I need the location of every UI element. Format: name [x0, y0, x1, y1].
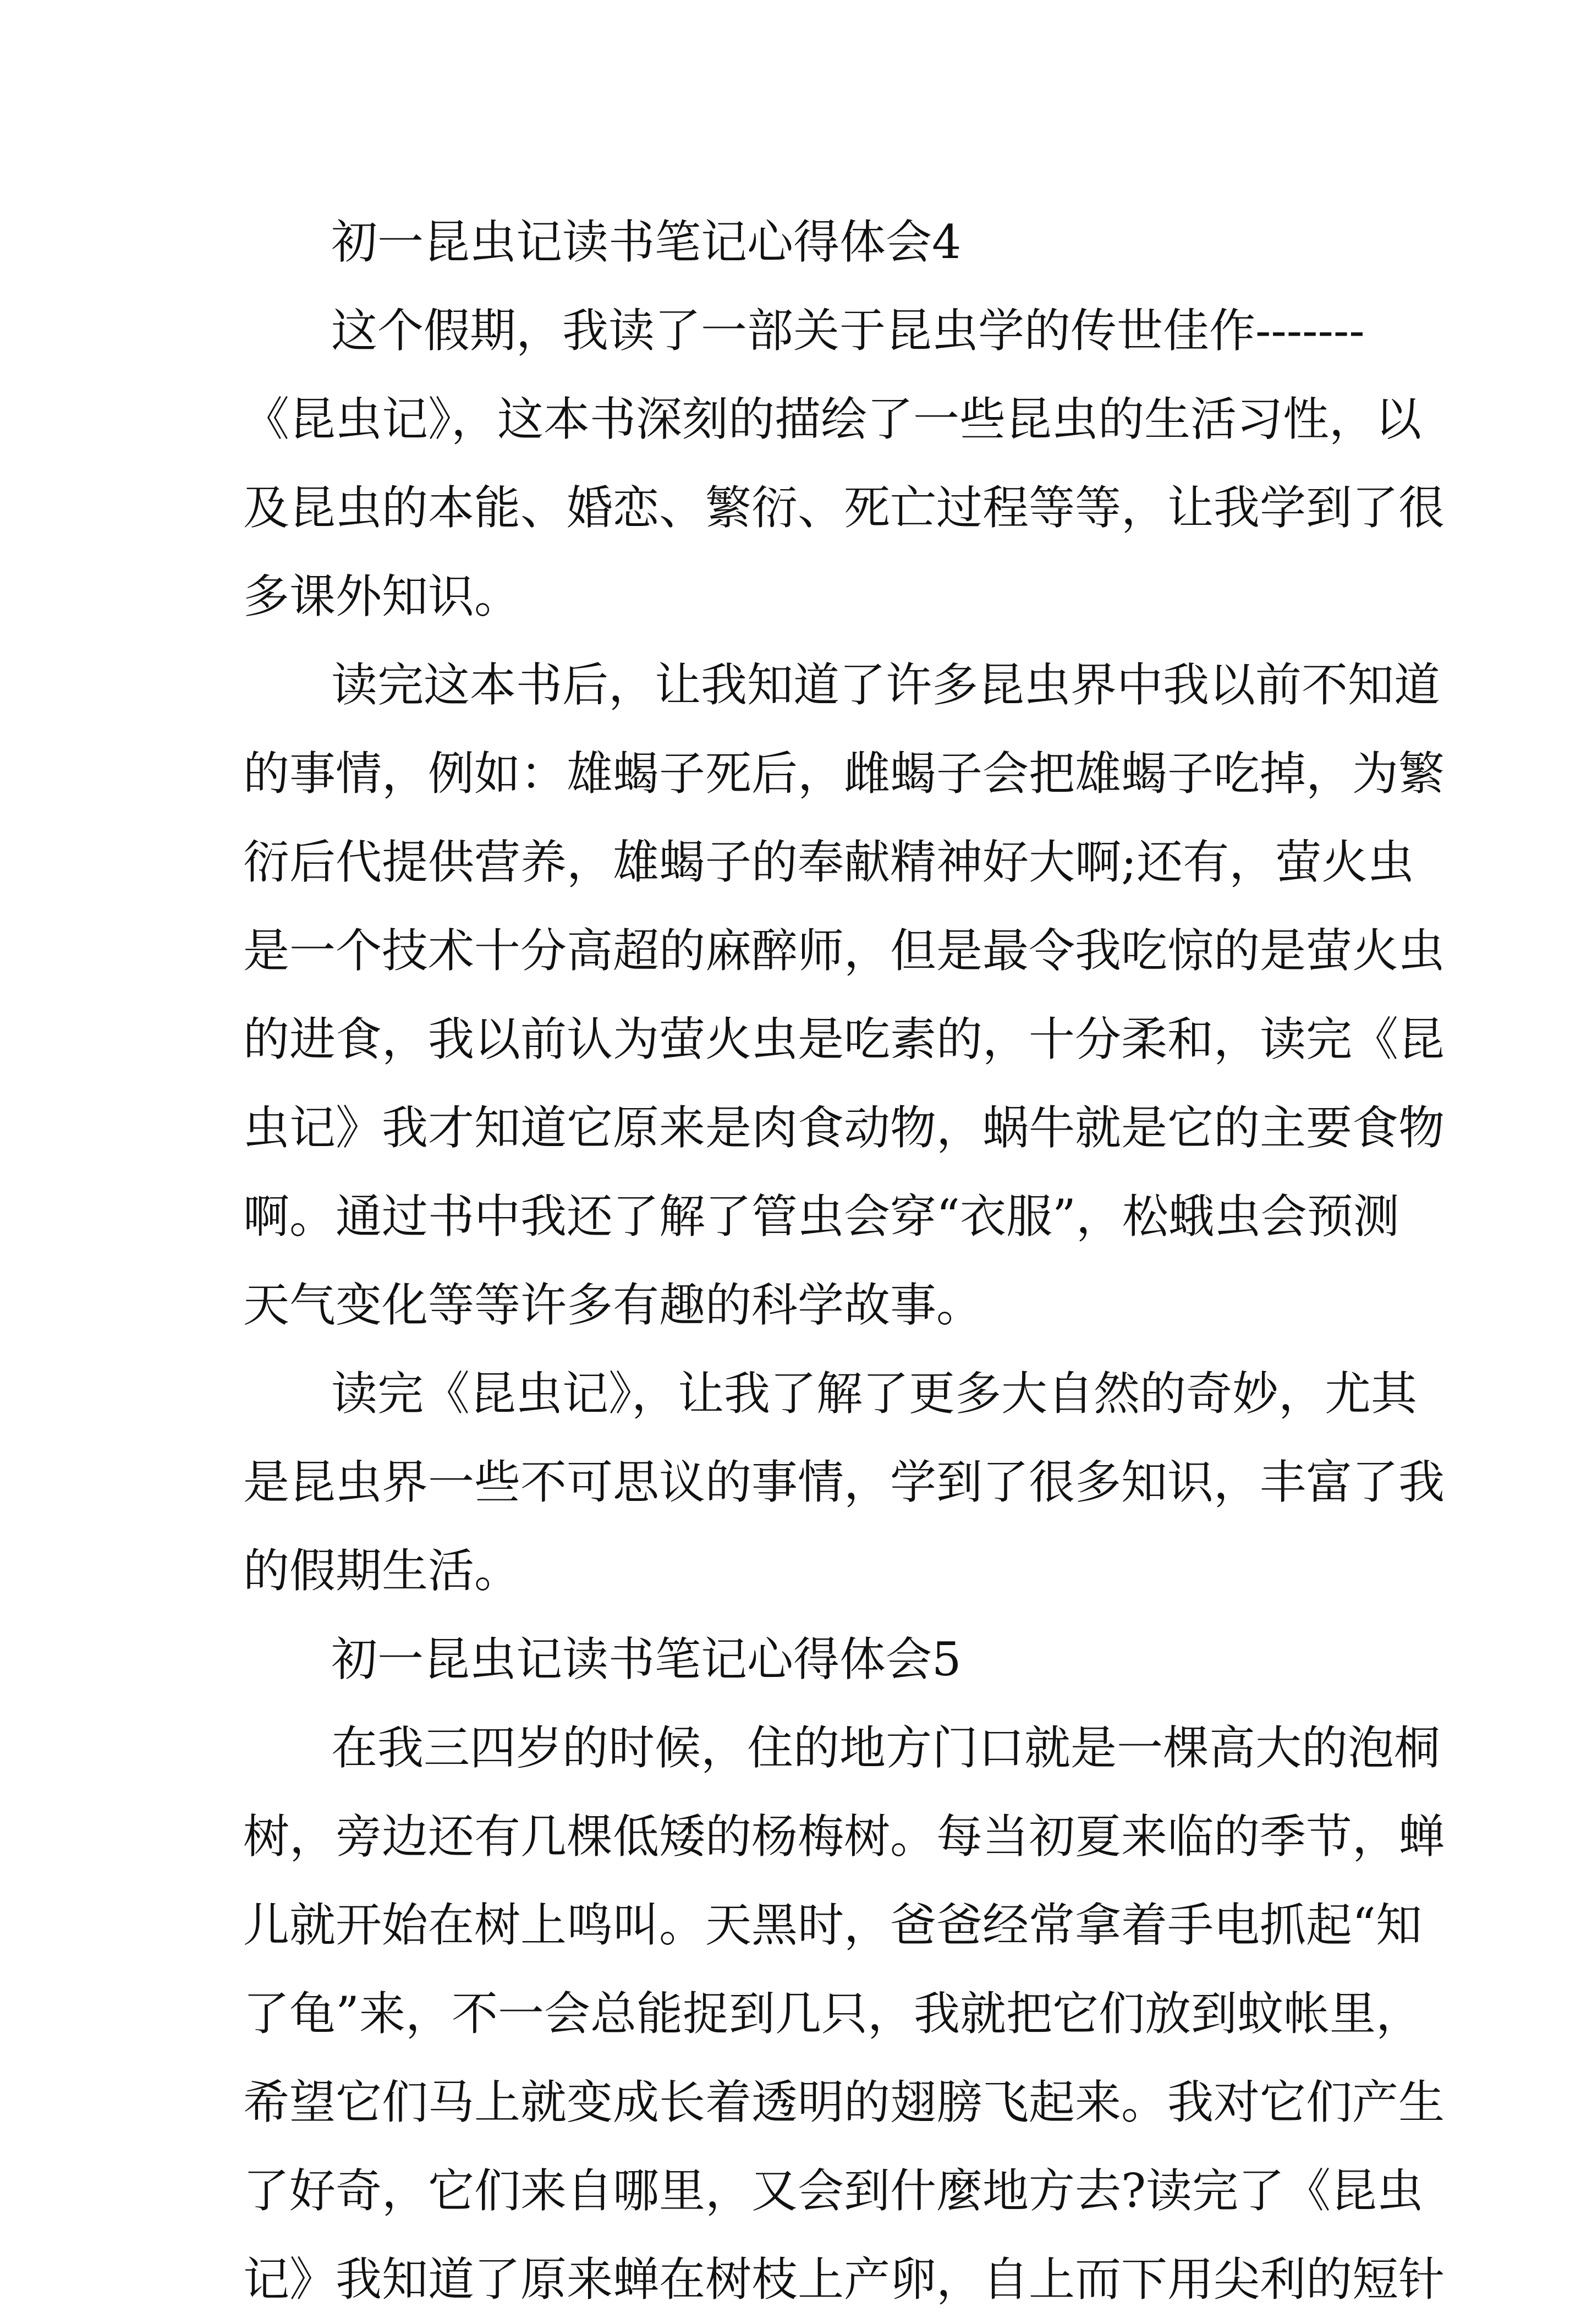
text-line: 及昆虫的本能、婚恋、繁衍、死亡过程等等，让我学到了很 [243, 481, 1445, 535]
text-line: 的进食，我以前认为萤火虫是吃素的，十分柔和，读完《昆 [243, 1012, 1445, 1066]
text-line: 啊。通过书中我还了解了管虫会穿“衣服”，松蛾虫会预测 [243, 1190, 1399, 1243]
text-line: 在我三四岁的时候，住的地方门口就是一棵高大的泡桐 [331, 1721, 1441, 1775]
text-line: 是昆虫界一些不可思议的事情，学到了很多知识，丰富了我 [243, 1455, 1445, 1509]
text-line: 了龟”来，不一会总能捉到几只，我就把它们放到蚊帐里， [243, 1987, 1422, 2041]
text-line: 读完这本书后，让我知道了许多昆虫界中我以前不知道 [331, 658, 1441, 712]
text-line: 了好奇，它们来自哪里，又会到什麼地方去?读完了《昆虫 [243, 2164, 1424, 2218]
text-line: 儿就开始在树上鸣叫。天黑时，爸爸经常拿着手电抓起“知 [243, 1898, 1422, 1952]
paragraph [243, 1350, 1445, 1615]
text-line: 读完《昆虫记》，让我了解了更多大自然的奇妙，尤其 [331, 1367, 1418, 1421]
text-line: 希望它们马上就变成长着透明的翅膀飞起来。我对它们产生 [243, 2075, 1445, 2129]
text-line: 《昆虫记》，这本书深刻的描绘了一些昆虫的生活习性，以 [243, 392, 1422, 446]
section-heading: 初一昆虫记读书笔记心得体会4 [331, 215, 962, 269]
text-line: 的假期生活。 [243, 1544, 521, 1598]
text-line: 天气变化等等许多有趣的科学故事。 [243, 1278, 983, 1332]
text-line: 多课外知识。 [243, 569, 521, 623]
document-body [243, 198, 1445, 2324]
paragraph [243, 641, 1445, 1350]
text-line: 记》我知道了原来蝉在树枝上产卵，自上而下用尖利的短针 [243, 2252, 1445, 2306]
text-line: 虫记》我才知道它原来是肉食动物，蜗牛就是它的主要食物 [243, 1101, 1445, 1155]
text-line: 的事情，例如：雄蝎子死后，雌蝎子会把雄蝎子吃掉，为繁 [243, 747, 1445, 801]
paragraph [243, 1704, 1445, 2324]
text-line: 衍后代提供营养，雄蝎子的奉献精神好大啊;还有，萤火虫 [243, 835, 1414, 889]
text-line: 这个假期，我读了一部关于昆虫学的传世佳作------- [331, 304, 1365, 358]
section-heading: 初一昆虫记读书笔记心得体会5 [331, 1632, 962, 1686]
text-line: 是一个技术十分高超的麻醉师，但是最令我吃惊的是萤火虫 [243, 924, 1445, 978]
text-line: 树，旁边还有几棵低矮的杨梅树。每当初夏来临的季节，蝉 [243, 1810, 1445, 1863]
paragraph [243, 287, 1445, 641]
